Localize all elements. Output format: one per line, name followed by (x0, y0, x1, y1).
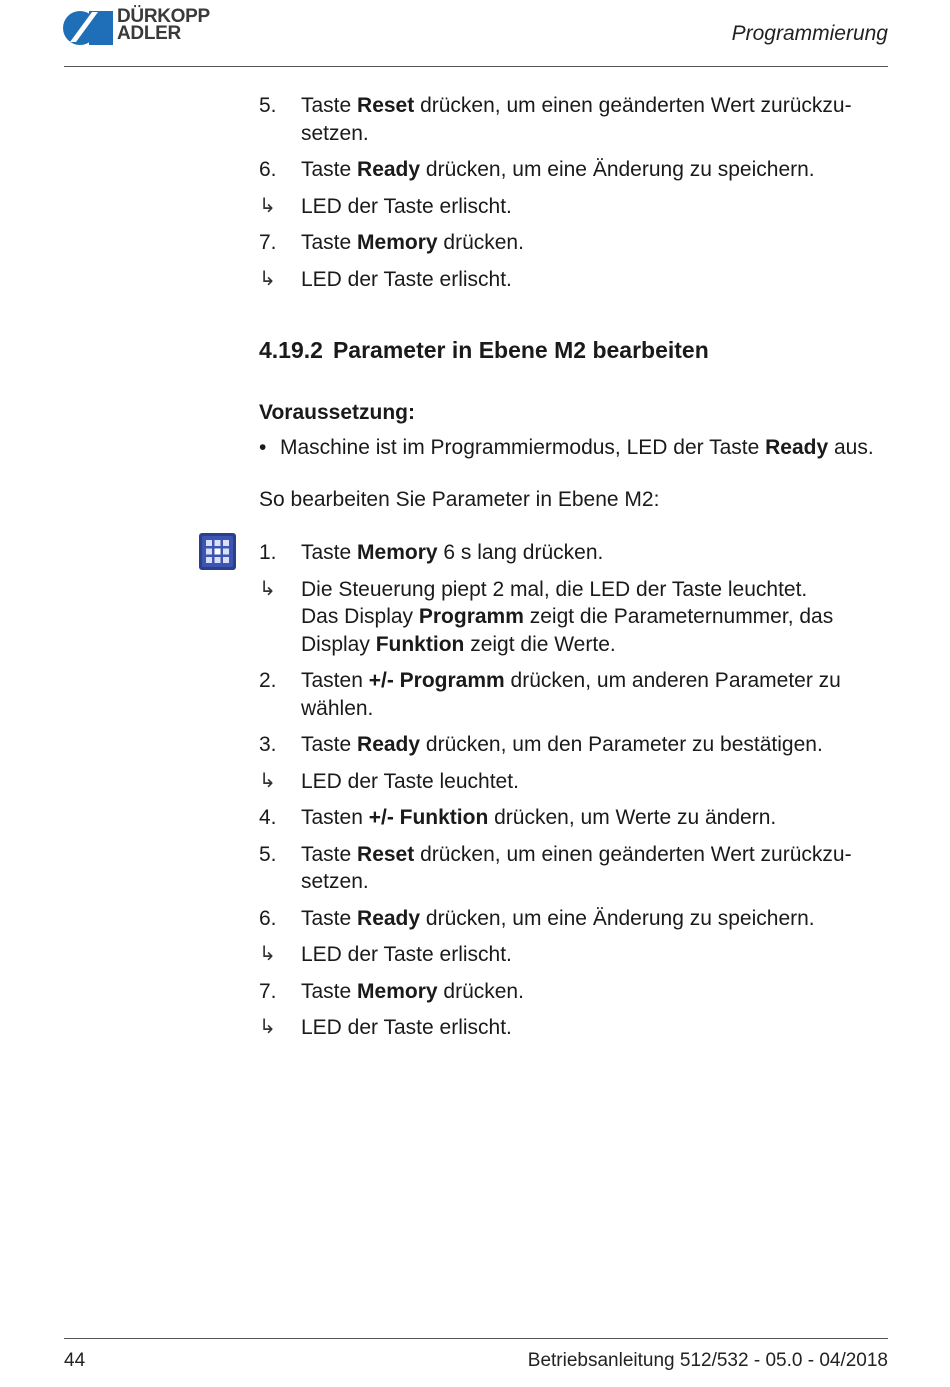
step-item: 7. Taste Memory drücken. (259, 229, 889, 257)
step-number: 5. (259, 842, 277, 866)
procedure-intro: So bearbeiten Sie Parameter in Ebene M2: (259, 487, 660, 511)
result-item: ↳ LED der Taste leuchtet. (259, 768, 889, 796)
step-number: 2. (259, 669, 277, 692)
bullet-icon: • (259, 436, 267, 459)
prerequisite-item: • Maschine ist im Programmiermodus, LED der Taste Ready aus. (259, 434, 889, 462)
step-item: 4. Tasten +/- Funktion drücken, um Werte zu ändern. (259, 804, 889, 832)
result-item: ↳ LED der Taste erlischt. (259, 1014, 889, 1042)
step-number: 4. (259, 806, 277, 829)
result-item: ↳ LED der Taste erlischt. (259, 941, 889, 969)
step-item: 3. Taste Ready drücken, um den Parameter zu bestätigen. (259, 731, 889, 759)
step-item: 5. Taste Reset drücken, um einen geänderten Wert zurückzu- setzen. (259, 842, 852, 893)
step-item: 6. Taste Ready drücken, um eine Änderung zu speichern. (259, 156, 889, 184)
result-arrow-icon: ↳ (259, 943, 276, 965)
step-number: 1. (259, 541, 277, 564)
header-section-title: Programmierung (731, 22, 888, 45)
result-arrow-icon: ↳ (259, 769, 276, 792)
result-item: ↳ LED der Taste erlischt. (259, 193, 889, 221)
section-number: 4.19.2 (259, 337, 323, 363)
result-arrow-icon: ↳ (259, 1016, 276, 1038)
step-item: 2. Tasten +/- Programm drücken, um anderen Parameter zu wählen. (259, 669, 841, 720)
logo-mark-icon (62, 8, 114, 48)
page-number: 44 (64, 1350, 86, 1371)
step-item: 1. Taste Memory 6 s lang drücken. (259, 539, 889, 567)
step-number: 6. (259, 906, 277, 930)
result-arrow-icon: ↳ (259, 577, 276, 600)
brand-line-1: DÜRKOPP (117, 6, 210, 27)
prerequisite-label: Voraussetzung: (259, 400, 415, 424)
result-arrow-icon: ↳ (259, 194, 276, 217)
section-title: Parameter in Ebene M2 bearbeiten (332, 337, 709, 363)
brand-line-2: ADLER (117, 23, 181, 44)
footer-divider (64, 1338, 888, 1339)
brand-logo (62, 8, 232, 50)
step-item: 5. Taste Reset drücken, um einen geänderten Wert zurückzu- setzen. (259, 94, 852, 145)
header-divider (64, 66, 888, 67)
page-content (259, 92, 889, 1051)
step-item: 6. Taste Ready drücken, um eine Änderung zu speichern. (259, 905, 889, 933)
step-number: 7. (259, 231, 277, 254)
section-heading (259, 337, 889, 365)
step-item: 7. Taste Memory drücken. (259, 978, 889, 1006)
step-number: 7. (259, 979, 277, 1003)
document-reference: Betriebsanleitung 512/532 - 05.0 - 04/2018 (527, 1350, 888, 1371)
result-item: ↳ LED der Taste erlischt. (259, 266, 889, 294)
keypad-icon (199, 533, 236, 570)
step-number: 5. (259, 94, 277, 117)
step-number: 6. (259, 158, 277, 181)
step-number: 3. (259, 733, 277, 756)
result-item: ↳ Die Steuerung piept 2 mal, die LED der Taste leuchtet. Das Display Programm zeigt die Parameternummer, das Display Funktion zeigt die Werte. (259, 577, 834, 656)
result-arrow-icon: ↳ (259, 267, 276, 290)
